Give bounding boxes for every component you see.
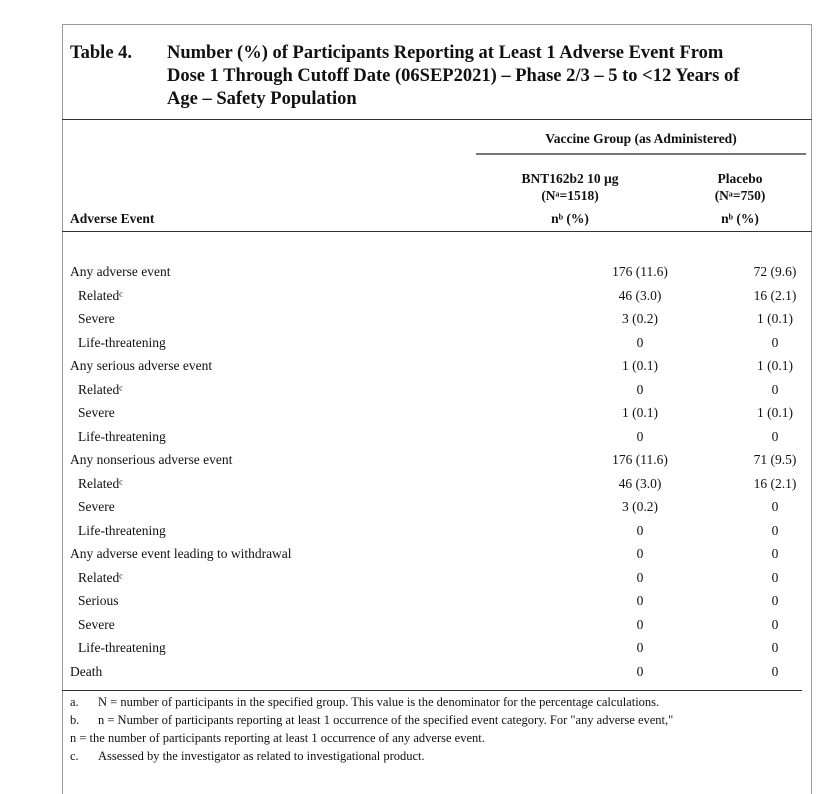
caption-line-1: Number (%) of Participants Reporting at Least 1 Adverse Event From <box>167 43 724 63</box>
placebo-value: 0 <box>771 640 779 655</box>
placebo-value: 0 <box>771 334 779 350</box>
table-row <box>70 519 810 542</box>
placebo-value: 1 (0.1) <box>757 311 793 326</box>
placebo-value: 72 (9.6) <box>753 264 797 279</box>
footnote-b-mark: b. <box>70 713 80 727</box>
table-row <box>70 566 810 589</box>
row-label: Severe <box>78 499 115 514</box>
bnt-value: 0 <box>636 640 644 655</box>
row-label: Any adverse event <box>70 264 171 279</box>
footnote-b <box>70 711 810 729</box>
bnt-value: 0 <box>636 569 644 585</box>
col-bnt-header <box>500 170 640 227</box>
col-placebo-header <box>670 170 810 227</box>
table-row <box>70 401 810 424</box>
placebo-value: 16 (2.1) <box>753 287 797 303</box>
header-rule <box>62 231 812 232</box>
table-row <box>70 260 810 283</box>
vaccine-group-header: Vaccine Group (as Administered) <box>545 131 737 146</box>
footnote-c <box>70 747 810 765</box>
placebo-value: 0 <box>771 381 779 397</box>
row-label: Life-threatening <box>78 522 166 538</box>
table-row <box>70 378 810 401</box>
table-row <box>70 589 810 612</box>
row-label: Severe <box>78 616 115 632</box>
col-placebo-n: (Nᵃ=750) <box>714 188 766 203</box>
placebo-value: 0 <box>771 569 779 585</box>
bnt-value: 176 (11.6) <box>612 452 668 467</box>
row-label: Life-threatening <box>78 428 166 444</box>
row-label: Any adverse event leading to withdrawal <box>70 546 292 561</box>
bnt-value: 3 (0.2) <box>622 311 658 326</box>
placebo-value: 0 <box>771 522 779 538</box>
bnt-value: 46 (3.0) <box>618 475 662 491</box>
table-row <box>70 660 810 683</box>
footnote-c-mark: c. <box>70 749 79 763</box>
table-row <box>70 425 810 448</box>
footnote-b-continued: n = the number of participants reporting at least 1 occurrence of any adverse event. <box>70 731 485 745</box>
placebo-value: 0 <box>771 428 779 444</box>
placebo-value: 0 <box>771 546 779 561</box>
placebo-value: 16 (2.1) <box>753 475 797 491</box>
bottom-rule <box>62 690 802 691</box>
col-placebo-unit: nᵇ (%) <box>721 211 759 226</box>
table-row <box>70 448 810 471</box>
row-label: Relatedᶜ <box>78 287 123 303</box>
footnote-a-mark: a. <box>70 695 79 709</box>
table-number: Table 4. <box>70 43 133 63</box>
bnt-value: 0 <box>636 428 644 444</box>
caption-line-2: Dose 1 Through Cutoff Date (06SEP2021) – Phase 2/3 – 5 to <12 Years of <box>167 66 740 86</box>
row-label: Any serious adverse event <box>70 358 213 373</box>
table-row <box>70 331 810 354</box>
row-label: Severe <box>78 405 115 420</box>
placebo-value: 0 <box>771 499 779 514</box>
footnote-a <box>70 693 810 711</box>
title-rule <box>62 119 812 120</box>
row-label: Any nonserious adverse event <box>70 452 233 467</box>
row-label: Life-threatening <box>78 334 166 350</box>
bnt-value: 0 <box>636 381 644 397</box>
row-label: Death <box>70 663 103 679</box>
table-row <box>70 613 810 636</box>
bnt-value: 0 <box>636 522 644 538</box>
bnt-value: 0 <box>636 616 644 632</box>
table-row <box>70 307 810 330</box>
row-label-header: Adverse Event <box>70 211 155 226</box>
placebo-value: 0 <box>771 663 779 679</box>
col-bnt-name: BNT162b2 10 µg <box>521 171 619 186</box>
table-row <box>70 472 810 495</box>
bnt-value: 176 (11.6) <box>612 264 668 279</box>
placebo-value: 1 (0.1) <box>757 358 793 373</box>
table-caption <box>167 42 807 111</box>
table-row <box>70 495 810 518</box>
bnt-value: 46 (3.0) <box>618 287 662 303</box>
bnt-value: 0 <box>636 546 644 561</box>
col-bnt-unit: nᵇ (%) <box>551 211 589 226</box>
footnote-c-text: Assessed by the investigator as related to investigational product. <box>98 749 425 763</box>
col-bnt-n: (Nᵃ=1518) <box>541 188 599 203</box>
row-label: Relatedᶜ <box>78 381 123 397</box>
footnote-a-text: N = number of participants in the specified group. This value is the denominator for the percentage calculations. <box>98 695 660 709</box>
table-row <box>70 636 810 659</box>
placebo-value: 0 <box>771 593 779 608</box>
row-label: Relatedᶜ <box>78 475 123 491</box>
table-row <box>70 542 810 565</box>
bnt-value: 1 (0.1) <box>622 405 658 420</box>
placebo-value: 0 <box>771 616 779 632</box>
row-label: Life-threatening <box>78 640 166 655</box>
placebo-value: 71 (9.5) <box>753 452 797 467</box>
col-placebo-name: Placebo <box>717 171 763 186</box>
caption-line-3: Age – Safety Population <box>167 89 357 109</box>
footnote-b-text: n = Number of participants reporting at least 1 occurrence of the specified event category. For "any adverse event," <box>98 713 674 727</box>
row-label: Severe <box>78 311 115 326</box>
bnt-value: 1 (0.1) <box>622 358 658 373</box>
placebo-value: 1 (0.1) <box>757 405 793 420</box>
bnt-value: 3 (0.2) <box>622 499 658 514</box>
row-label: Serious <box>78 593 119 608</box>
row-label: Relatedᶜ <box>78 569 123 585</box>
table-row <box>70 354 810 377</box>
group-rule <box>476 153 806 155</box>
bnt-value: 0 <box>636 663 644 679</box>
bnt-value: 0 <box>636 334 644 350</box>
table-row <box>70 284 810 307</box>
bnt-value: 0 <box>636 593 644 608</box>
